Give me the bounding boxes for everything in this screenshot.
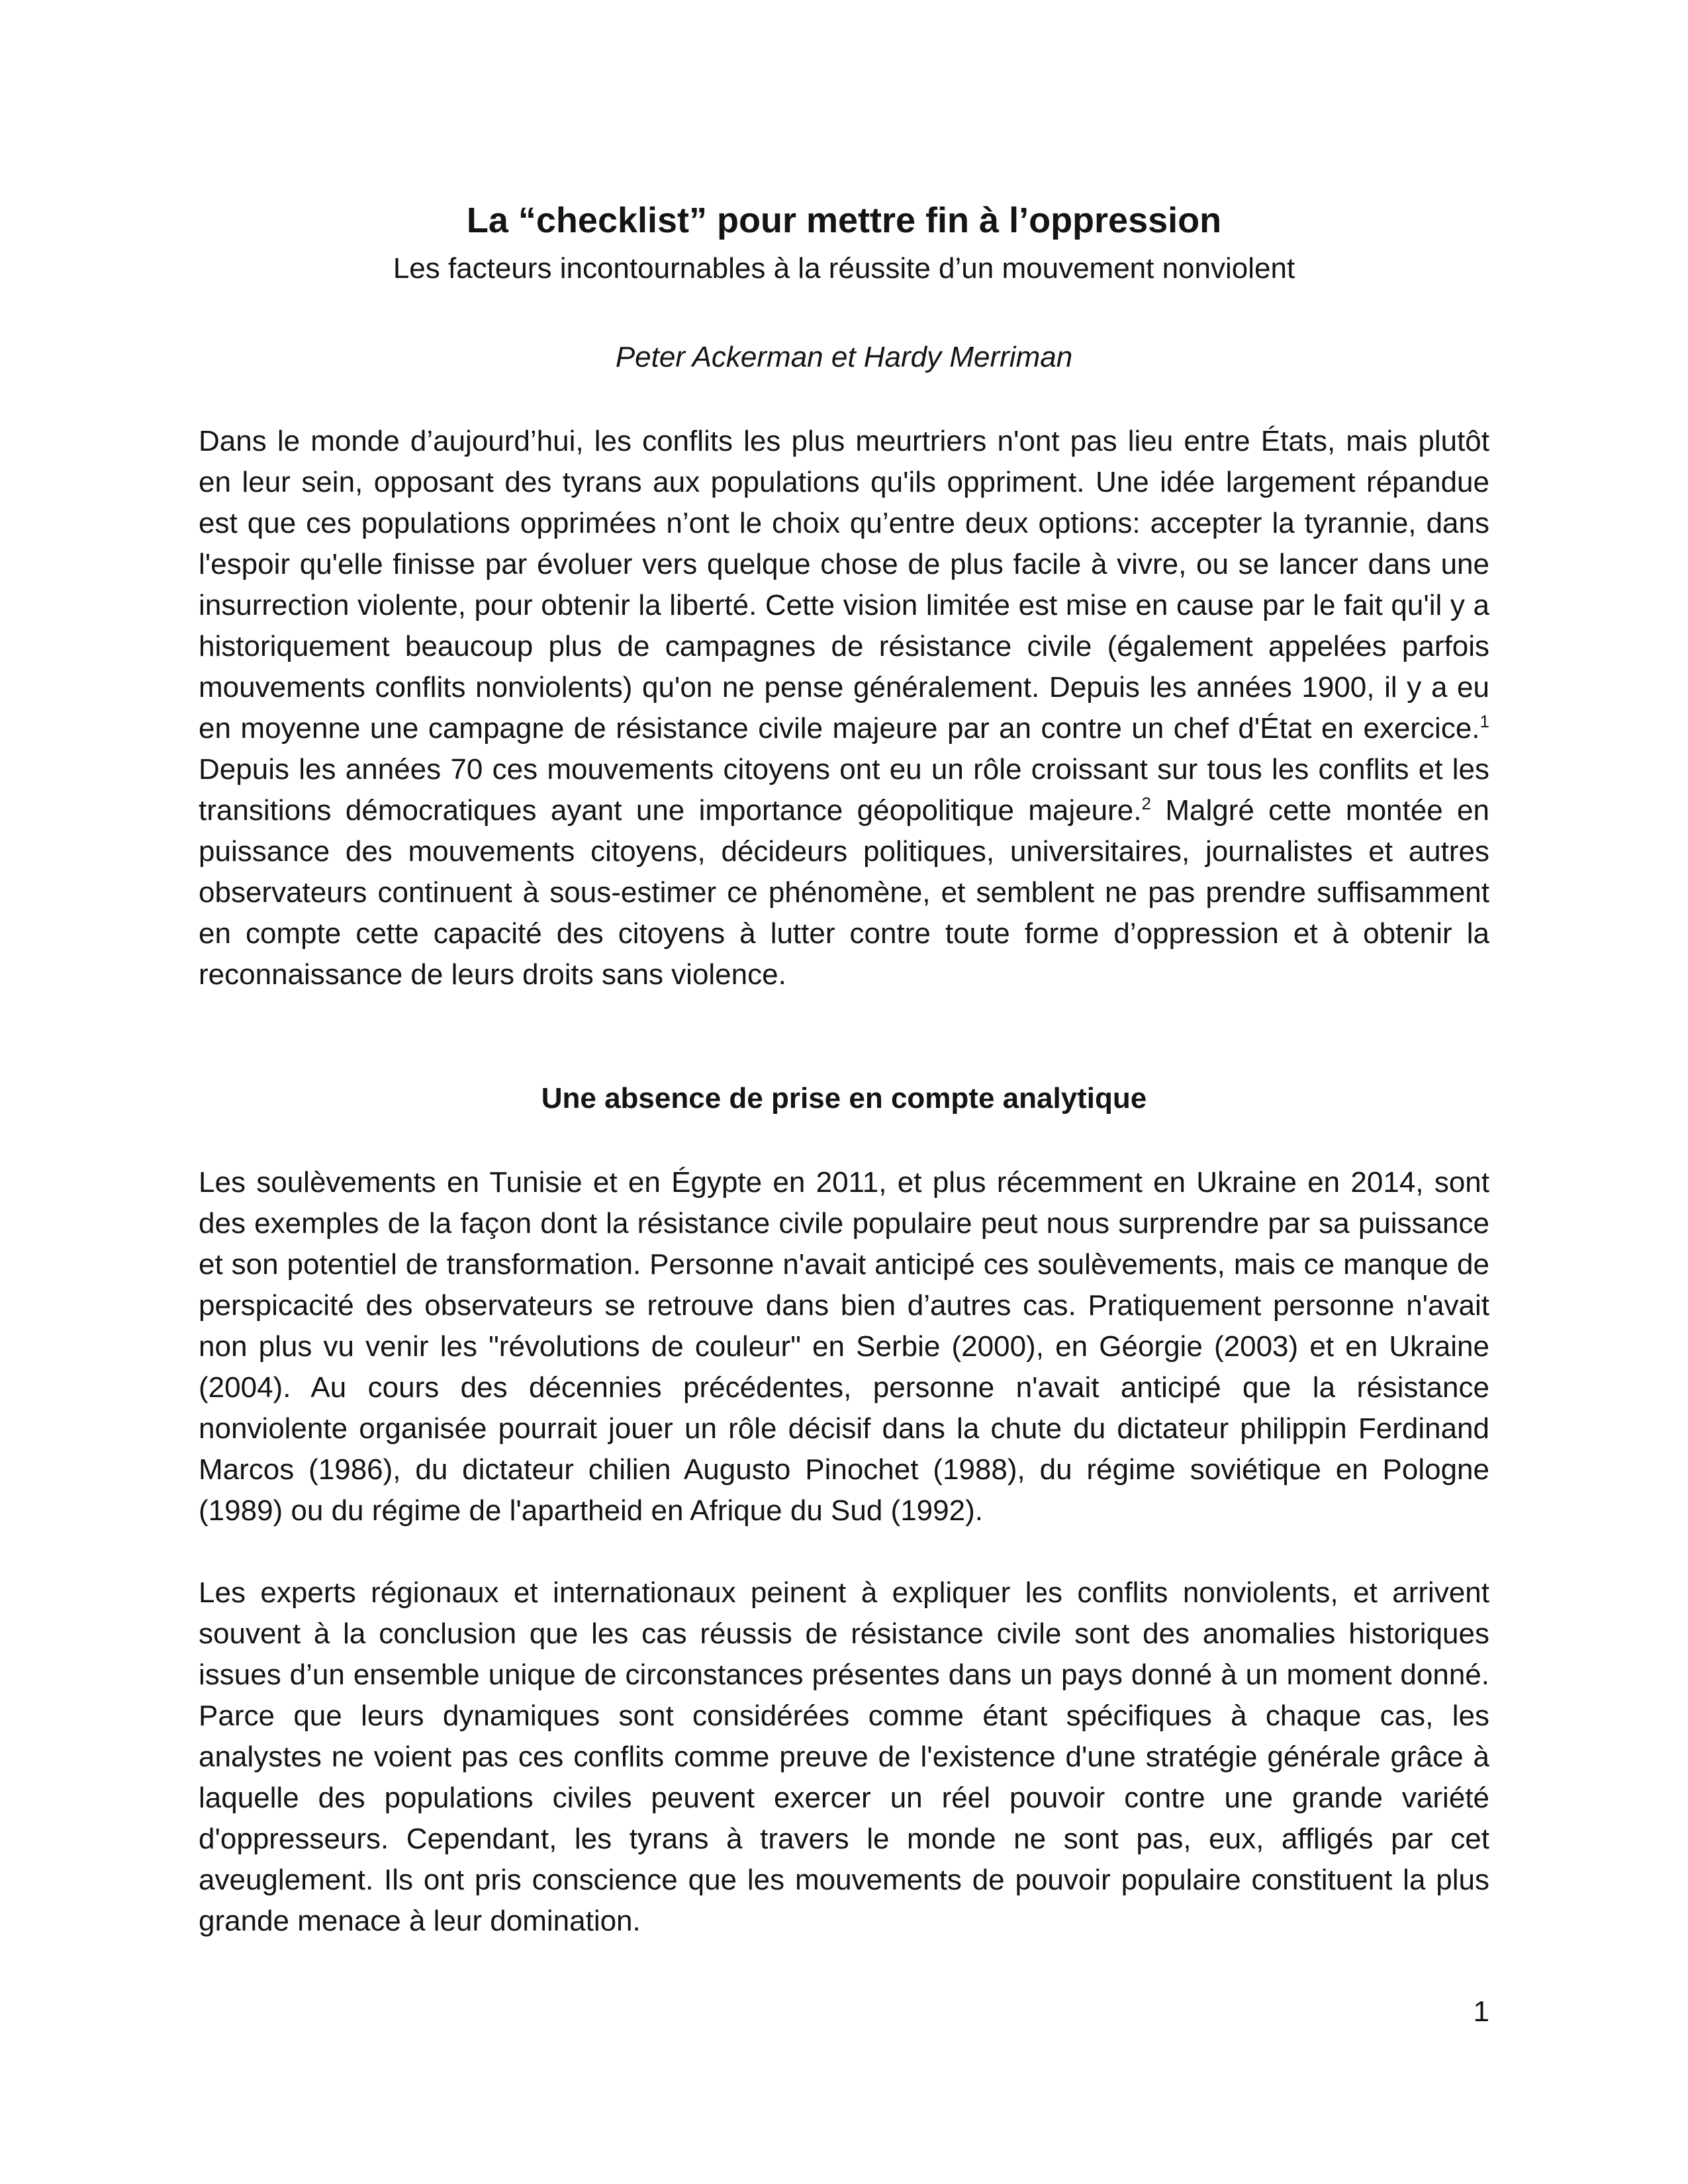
- footnote-ref-1[interactable]: 1: [1479, 711, 1489, 731]
- document-title: La “checklist” pour mettre fin à l’oppression: [466, 201, 1222, 240]
- body-paragraph-3: Les experts régionaux et internationaux peinent à expliquer les conflits nonviolents, et arrivent souvent à la conclusion que les cas réussis de résistance civile sont des anomalies historiques issues d’un ensemble unique de circonstances présentes dans un pays donné à un moment donné. Parce que leurs dynamiques sont considérées comme étant spécifiques à chaque cas, les analystes ne voient pas ces conflits comme preuve de l'existence d'une stratégie générale grâce à laquelle des populations civiles peuvent exercer un réel pouvoir contre une grande variété d'oppresseurs. Cependant, les tyrans à travers le monde ne sont pas, eux, affligés par cet aveuglement. Ils ont pris conscience que les mouvements de pouvoir populaire constituent la plus grande menace à leur domination.: [199, 1576, 1489, 1937]
- footnote-ref-2[interactable]: 2: [1141, 794, 1151, 813]
- body-paragraph-2: Les soulèvements en Tunisie et en Égypte en 2011, et plus récemment en Ukraine en 2014, sont des exemples de la façon dont la résistance civile populaire peut nous surprendre par sa puissance et son potentiel de transformation. Personne n'avait anticipé ces soulèvements, mais ce manque de perspicacité des observateurs se retrouve dans bien d’autres cas. Pratiquement personne n'avait non plus vu venir les "révolutions de couleur" en Serbie (2000), en Géorgie (2003) et en Ukraine (2004). Au cours des décennies précédentes, personne n'avait anticipé que la résistance nonviolente organisée pourrait jouer un rôle décisif dans la chute du dictateur philippin Ferdinand Marcos (1986), du dictateur chilien Augusto Pinochet (1988), du régime soviétique en Pologne (1989) ou du régime de l'apartheid en Afrique du Sud (1992).: [199, 1166, 1489, 1527]
- document-subtitle: Les facteurs incontournables à la réussite d’un mouvement nonviolent: [393, 252, 1295, 285]
- intro-paragraph-text-1: Dans le monde d’aujourd’hui, les conflits les plus meurtriers n'ont pas lieu entre États, mais plutôt en leur sein, opposant des tyrans aux populations qu'ils oppriment. Une idée largement répandue est que ces populations opprimées n’ont le choix qu’entre deux options: accepter la tyrannie, dans l'espoir qu'elle finisse par évoluer vers quelque chose de plus facile à vivre, ou se lancer dans une insurrection violente, pour obtenir la liberté. Cette vision limitée est mise en cause par le fait qu'il y a historiquement beaucoup plus de campagnes de résistance civile (également appelées parfois mouvements conflits nonviolents) qu'on ne pense généralement. Depuis les années 1900, il y a eu en moyenne une campagne de résistance civile majeure par an contre un chef d'État en exercice.: [199, 425, 1489, 745]
- intro-paragraph-text-2: Depuis les années 70 ces mouvements citoyens ont eu un rôle croissant sur tous les conflits et les transitions démocratiques ayant une importance géopolitique majeure.: [199, 753, 1489, 827]
- section-heading: Une absence de prise en compte analytique: [541, 1082, 1147, 1115]
- intro-paragraph-text-3: Malgré cette montée en puissance des mouvements citoyens, décideurs politiques, universitaires, journalistes et autres observateurs continuent à sous-estimer ce phénomène, et semblent ne pas prendre suffisamment en compte cette capacité des citoyens à lutter contre toute forme d’oppression et à obtenir la reconnaissance de leurs droits sans violence.: [199, 794, 1489, 991]
- intro-paragraph: [199, 421, 1489, 995]
- document-authors: Peter Ackerman et Hardy Merriman: [615, 341, 1073, 373]
- page-number: 1: [1473, 1995, 1489, 2028]
